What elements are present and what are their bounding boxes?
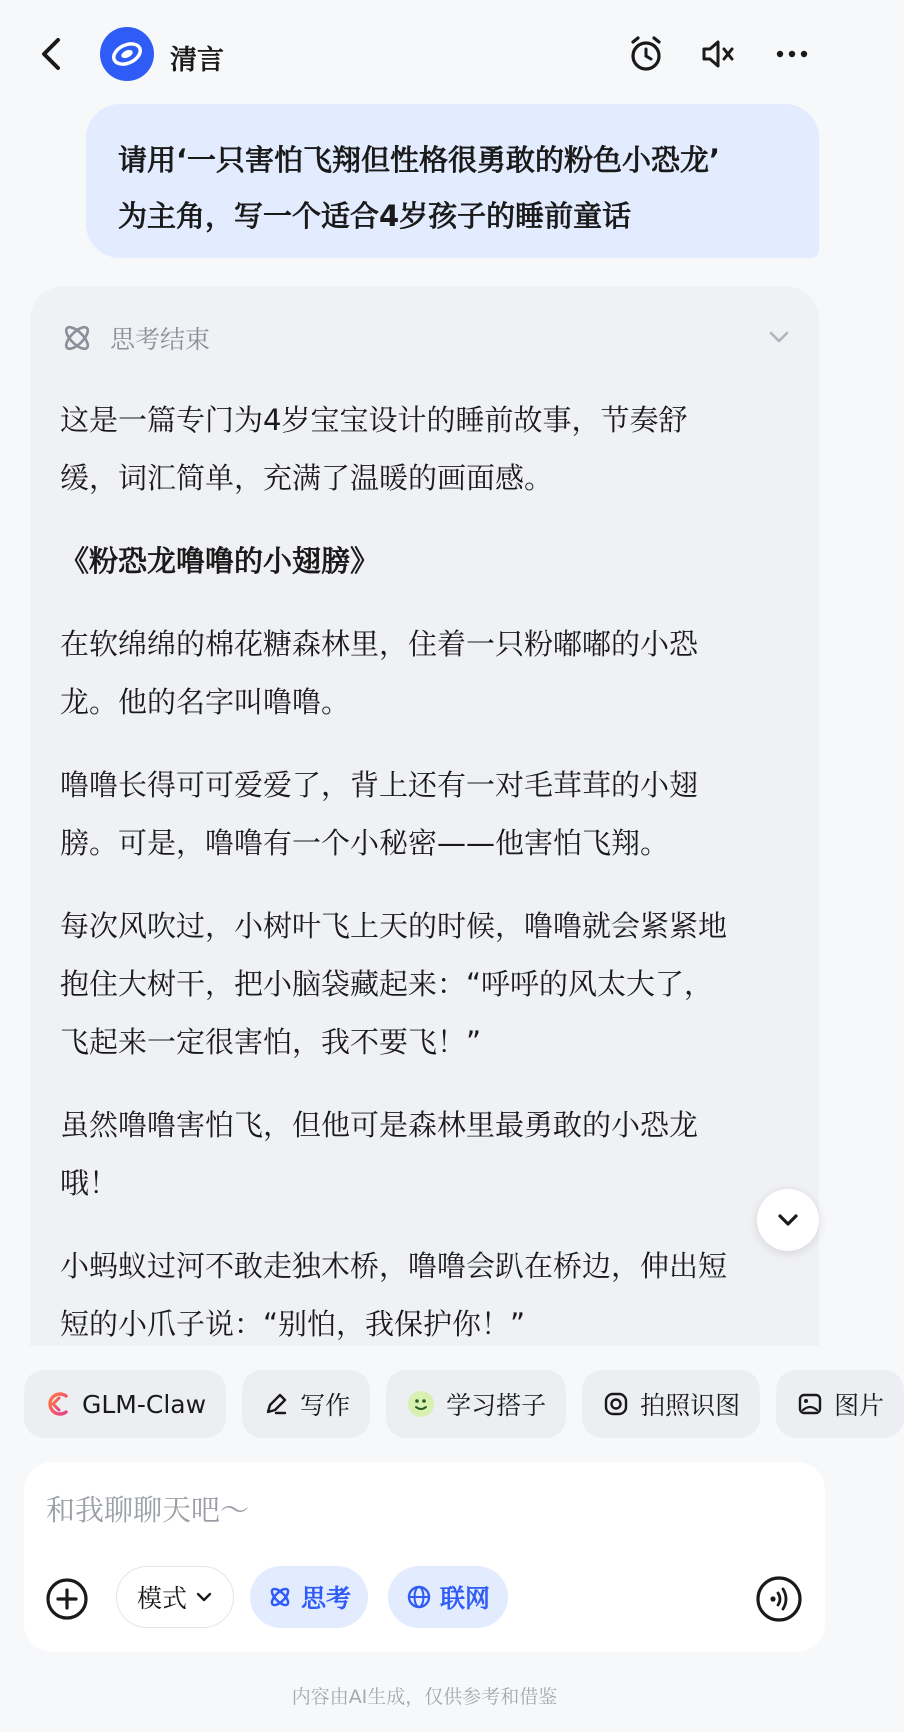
app-logo-icon [100,27,154,81]
quick-action-image[interactable] [776,1370,904,1438]
story-title: 《粉恐龙噜噜的小翅膀》 [60,544,380,578]
chip-label: 图片 [834,1391,885,1420]
quick-action-study-buddy[interactable] [386,1370,566,1438]
pen-icon [262,1390,290,1418]
chip-label: 拍照识图 [640,1391,741,1420]
more-dots-icon[interactable] [772,34,812,74]
think-label: 思考 [300,1584,351,1613]
text-line: 这是一篇专门为4岁宝宝设计的睡前故事，节奏舒 [60,403,688,437]
text-line: 短的小爪子说：“别怕，我保护你！” [60,1307,526,1341]
quick-action-row [24,1370,885,1438]
user-message-line: 为主角，写一个适合4岁孩子的睡前童话 [118,199,632,233]
text-line: 龙。他的名字叫噜噜。 [60,685,351,719]
web-search-toggle-button[interactable] [388,1566,508,1628]
web-label: 联网 [439,1584,490,1613]
text-line: 缓，词汇简单，充满了温暖的画面感。 [60,461,554,495]
scroll-to-bottom-button[interactable] [757,1189,819,1251]
text-line: 抱住大树干，把小脑袋藏起来：“呼呼的风太大了， [60,967,714,1001]
text-line: 每次风吹过，小树叶飞上天的时候，噜噜就会紧紧地 [60,909,728,943]
speaker-mute-icon[interactable] [698,34,738,74]
intro-paragraph [60,391,795,507]
globe-icon [406,1584,432,1610]
text-line: 噜噜长得可可爱爱了，背上还有一对毛茸茸的小翅 [60,768,699,802]
story-paragraph [60,897,795,1071]
thinking-icon [60,321,94,355]
bottom-panel [0,1346,885,1732]
voice-input-icon[interactable] [754,1574,804,1624]
ai-reply-card [30,286,819,1366]
chip-label: 写作 [300,1391,351,1420]
quick-action-glm-claw[interactable] [24,1370,226,1438]
ai-disclaimer: 内容由AI生成，仅供参考和借鉴 [291,1686,558,1708]
chip-label: 学习搭子 [446,1391,547,1420]
chat-input-box[interactable] [24,1462,825,1652]
plus-circle-icon[interactable] [44,1576,90,1622]
story-paragraph [60,1237,795,1353]
chevron-down-icon [775,1210,801,1230]
thinking-icon [267,1584,293,1610]
chevron-down-icon [195,1591,213,1603]
text-line: 在软绵绵的棉花糖森林里，住着一只粉嘟嘟的小恐 [60,627,699,661]
story-paragraph [60,1096,795,1212]
chat-input-placeholder[interactable]: 和我聊聊天吧～ [46,1493,250,1527]
quick-action-writing[interactable] [242,1370,370,1438]
story-paragraph [60,615,795,731]
back-arrow-icon[interactable] [34,34,70,74]
text-line: 哦！ [60,1166,119,1200]
mode-select-button[interactable] [116,1566,234,1628]
camera-icon [602,1390,630,1418]
user-message-line: 请用‘一只害怕飞翔但性格很勇敢的粉色小恐龙’ [118,143,721,177]
text-line: 飞起来一定很害怕，我不要飞！” [60,1025,482,1059]
study-buddy-icon [406,1389,436,1419]
text-line: 虽然噜噜害怕飞，但他可是森林里最勇敢的小恐龙 [60,1108,699,1142]
claw-icon [44,1390,72,1418]
top-bar [0,0,849,110]
think-toggle-button[interactable] [250,1566,368,1628]
text-line: 膀。可是，噜噜有一个小秘密——他害怕飞翔。 [60,826,670,860]
app-title: 清言 [170,45,224,76]
chevron-down-icon[interactable] [765,326,793,348]
thinking-status-label: 思考结束 [110,325,211,354]
chip-label: GLM-Claw [82,1389,207,1419]
user-message-bubble [86,104,819,258]
text-line: 小蚂蚁过河不敢走独木桥，噜噜会趴在桥边，伸出短 [60,1249,728,1283]
thinking-status-row[interactable] [60,320,210,356]
quick-action-photo-recognition[interactable] [582,1370,760,1438]
mode-label: 模式 [136,1584,187,1613]
story-paragraph [60,756,795,872]
alarm-clock-icon[interactable] [626,34,666,74]
image-icon [796,1390,824,1418]
ai-reply-content [60,391,795,1378]
